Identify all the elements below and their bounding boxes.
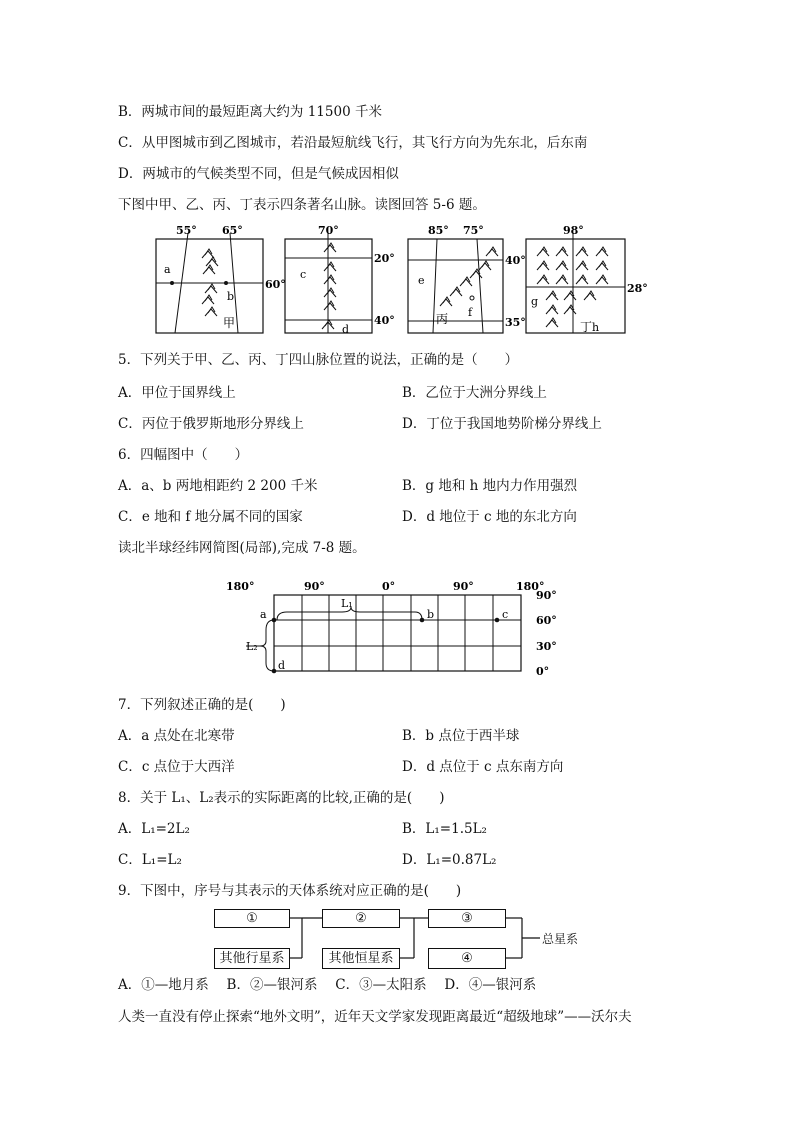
q5-option-c[interactable]: C．丙位于俄罗斯地形分界线上 bbox=[118, 416, 304, 432]
prev-option-b: B．两城市间的最短距离大约为 11500 千米 bbox=[118, 104, 382, 120]
system-box-3: ③ bbox=[428, 909, 506, 928]
q6-option-d[interactable]: D．d 地位于 c 地的东北方向 bbox=[402, 509, 577, 525]
q6-option-a[interactable]: A．a、b 两地相距约 2 200 千米 bbox=[118, 478, 318, 494]
m1-lon1: 55° bbox=[176, 224, 197, 237]
m2-lat1: 20° bbox=[374, 252, 395, 265]
grid-right-0: 90° bbox=[536, 589, 557, 602]
grid-point-d: d bbox=[278, 659, 286, 672]
m1-name: 甲 bbox=[223, 316, 236, 330]
grid-right-1: 60° bbox=[536, 614, 557, 627]
system-box-4: ④ bbox=[428, 948, 506, 969]
q8-option-b[interactable]: B．L₁=1.5L₂ bbox=[402, 821, 487, 837]
q7-option-a[interactable]: A．a 点处在北寒带 bbox=[118, 728, 235, 744]
m3-f: f bbox=[468, 306, 473, 319]
m3-lat2: 35° bbox=[505, 316, 526, 329]
grid-top-2: 0° bbox=[382, 580, 396, 593]
q7-option-b[interactable]: B．b 点位于西半球 bbox=[402, 728, 520, 744]
m1-a: a bbox=[164, 263, 171, 276]
systems-figure bbox=[210, 904, 600, 974]
mountain-panel-jia bbox=[156, 224, 286, 333]
mountain-panel-ding bbox=[526, 224, 648, 334]
grid-top-3: 90° bbox=[453, 580, 474, 593]
other-star-system-box: 其他恒星系 bbox=[322, 948, 400, 969]
grid-L1: L₁ bbox=[341, 597, 353, 610]
grid-point-a: a bbox=[260, 608, 267, 621]
q5-stem: 5．下列关于甲、乙、丙、丁四山脉位置的说法，正确的是（ ） bbox=[118, 352, 519, 368]
m1-lat: 60° bbox=[265, 278, 286, 291]
q5-option-a[interactable]: A．甲位于国界线上 bbox=[118, 385, 236, 401]
grid-top-0: 180° bbox=[226, 580, 255, 593]
q5-option-d[interactable]: D．丁位于我国地势阶梯分界线上 bbox=[402, 416, 602, 432]
graticule-figure bbox=[222, 575, 582, 680]
grid-right-3: 0° bbox=[536, 665, 550, 678]
m3-name: 丙 bbox=[436, 312, 449, 326]
q7-option-d[interactable]: D．d 点位于 c 点东南方向 bbox=[402, 759, 564, 775]
q8-stem: 8．关于 L₁、L₂表示的实际距离的比较,正确的是( ) bbox=[118, 790, 445, 806]
m2-lat2: 40° bbox=[374, 314, 395, 327]
m3-lon1: 85° bbox=[428, 224, 449, 237]
system-box-1: ① bbox=[214, 909, 290, 928]
q7-option-c[interactable]: C．c 点位于大西洋 bbox=[118, 759, 235, 775]
system-box-2: ② bbox=[322, 909, 400, 928]
intro-last: 人类一直没有停止探索“地外文明”，近年天文学家发现距离最近“超级地球”——沃尔夫 bbox=[118, 1009, 632, 1025]
m1-b: b bbox=[227, 290, 235, 303]
m4-lon: 98° bbox=[563, 224, 584, 237]
q8-option-a[interactable]: A．L₁=2L₂ bbox=[118, 821, 190, 837]
q8-option-d[interactable]: D．L₁=0.87L₂ bbox=[402, 852, 497, 868]
q5-option-b[interactable]: B．乙位于大洲分界线上 bbox=[402, 385, 547, 401]
q8-option-c[interactable]: C．L₁=L₂ bbox=[118, 852, 182, 868]
prev-option-c: C．从甲图城市到乙图城市，若沿最短航线飞行，其飞行方向为先东北，后东南 bbox=[118, 135, 588, 151]
m4-h: h bbox=[592, 321, 600, 334]
m4-lat: 28° bbox=[627, 282, 648, 295]
grid-point-c: c bbox=[502, 608, 509, 621]
q6-option-b[interactable]: B．g 地和 h 地内力作用强烈 bbox=[402, 478, 578, 494]
m2-lon: 70° bbox=[318, 224, 339, 237]
q6-stem: 6．四幅图中（ ） bbox=[118, 447, 249, 463]
grid-right-2: 30° bbox=[536, 640, 557, 653]
q6-option-c[interactable]: C．e 地和 f 地分属不同的国家 bbox=[118, 509, 303, 525]
grid-L2: L₂ bbox=[246, 640, 258, 653]
grid-top-4: 180° bbox=[516, 580, 545, 593]
m4-g: g bbox=[531, 295, 539, 308]
m3-e: e bbox=[418, 274, 425, 287]
intro-7-8: 读北半球经纬网简图(局部),完成 7-8 题。 bbox=[118, 540, 366, 556]
m3-lat1: 40° bbox=[505, 254, 526, 267]
m2-d: d bbox=[342, 323, 350, 336]
m2-c: c bbox=[300, 268, 307, 281]
grid-point-b: b bbox=[427, 608, 435, 621]
prev-option-d: D．两城市的气候类型不同，但是气候成因相似 bbox=[118, 166, 399, 182]
q9-stem: 9．下图中，序号与其表示的天体系统对应正确的是( ) bbox=[118, 883, 462, 899]
mountain-panel-bing bbox=[408, 224, 526, 333]
mountains-figure bbox=[150, 222, 648, 337]
q7-stem: 7．下列叙述正确的是( ) bbox=[118, 697, 286, 713]
intro-5-6: 下图中甲、乙、丙、丁表示四条著名山脉。读图回答 5-6 题。 bbox=[118, 197, 486, 213]
other-planet-system-box: 其他行星系 bbox=[214, 948, 290, 969]
m4-name: 丁 bbox=[580, 320, 593, 334]
mountain-panel-yi bbox=[285, 224, 395, 336]
universe-label: 总星系 bbox=[542, 932, 579, 946]
q9-options[interactable]: A．①—地月系 B．②—银河系 C．③—太阳系 D．④—银河系 bbox=[118, 977, 537, 993]
m1-lon2: 65° bbox=[222, 224, 243, 237]
m3-lon2: 75° bbox=[463, 224, 484, 237]
grid-top-1: 90° bbox=[304, 580, 325, 593]
